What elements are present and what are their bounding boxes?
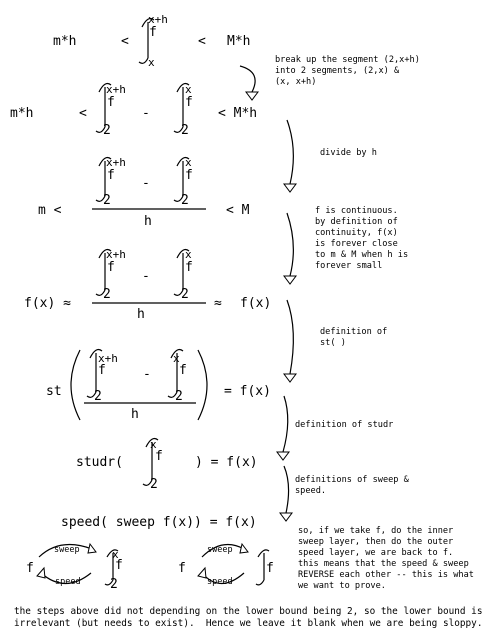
s2-left: m*h — [10, 106, 34, 121]
s7-text: speed( sweep f(x)) = f(x) — [61, 515, 257, 530]
s8-upper: x — [112, 548, 119, 561]
s5-right: = f(x) — [224, 384, 271, 399]
s6-left: studr( — [76, 455, 123, 470]
s4-lower1: 2 — [103, 287, 111, 302]
s8-sweep-label: sweep — [54, 545, 80, 555]
s2-minus: - — [142, 106, 150, 121]
speed-arrowhead-2 — [198, 568, 206, 578]
s5-minus: - — [143, 367, 151, 382]
s4-f2: f — [185, 260, 193, 275]
s4-minus: - — [142, 269, 150, 284]
s3-left: m < — [38, 203, 62, 218]
s4-upper2: x — [185, 248, 192, 261]
s8-f-left: f — [26, 561, 34, 576]
s1-lower: x — [148, 56, 155, 69]
s8-f-right: f — [266, 561, 274, 576]
s5-lower2: 2 — [175, 389, 183, 404]
note-definition-st: definition of st( ) — [320, 327, 388, 348]
footer-text: the steps above did not depending on the lower bound being 2, so the lower bound is irrelevant (but needs to exist). Hence we leave it blank when we are being sloppy. — [14, 606, 483, 629]
right-paren — [198, 350, 207, 420]
s8-sweep-label-2: sweep — [207, 545, 233, 555]
speed-arrowhead-1 — [37, 568, 45, 578]
s4-left: f(x) ≈ — [24, 296, 71, 311]
arrow-5 — [283, 396, 288, 452]
s2-upper2: x — [185, 83, 192, 96]
s1-upper: x+h — [148, 13, 168, 26]
arrowhead-2 — [284, 184, 296, 192]
s2-f1: f — [107, 95, 115, 110]
s8-f: f — [115, 558, 123, 573]
arrow-4 — [287, 300, 293, 374]
s2-lower1: 2 — [103, 123, 111, 138]
s5-den: h — [131, 407, 139, 422]
arrow-2 — [287, 120, 293, 184]
s5-f1: f — [98, 363, 106, 378]
arrowhead-4 — [284, 374, 296, 382]
s3-den: h — [144, 214, 152, 229]
s5-lower1: 2 — [94, 389, 102, 404]
arrowhead-3 — [284, 276, 296, 284]
s4-upper1: x+h — [106, 248, 126, 261]
s8-speed-label-2: speed — [207, 577, 233, 587]
s5-upper1: x+h — [98, 352, 118, 365]
arrow-3 — [287, 213, 293, 276]
arrowhead-5 — [277, 452, 289, 460]
s3-upper2: x — [185, 156, 192, 169]
s8-f-mid: f — [178, 561, 186, 576]
s3-f2: f — [185, 168, 193, 183]
s2-lt: < — [79, 106, 87, 121]
note-definition-studr: definition of studr — [295, 420, 394, 430]
s4-f1: f — [107, 260, 115, 275]
sweep-arrowhead-2 — [240, 544, 248, 553]
sweep-arrowhead-1 — [88, 544, 96, 553]
s4-lower2: 2 — [181, 287, 189, 302]
s3-right: < M — [226, 203, 250, 218]
s1-lt: < — [121, 34, 129, 49]
arrowhead-6 — [280, 513, 292, 521]
s3-lower1: 2 — [103, 193, 111, 208]
s5-upper2: x — [173, 352, 180, 365]
note-break-up-segment: break up the segment (2,x+h) into 2 segments, (2,x) & (x, x+h) — [275, 55, 420, 87]
s3-f1: f — [107, 168, 115, 183]
arrow-1 — [240, 66, 255, 92]
s4-den: h — [137, 307, 145, 322]
s8-speed-label: speed — [55, 577, 81, 587]
s4-right: f(x) — [240, 296, 272, 311]
s1-left: m*h — [53, 34, 77, 49]
s5-f2: f — [179, 363, 187, 378]
note-definitions-sweep-speed: definitions of sweep & speed. — [295, 475, 409, 496]
arrow-6 — [284, 466, 289, 513]
s1-f: f — [149, 25, 157, 40]
s6-right: ) = f(x) — [195, 455, 258, 470]
s2-lower2: 2 — [181, 123, 189, 138]
s1-right: M*h — [227, 34, 251, 49]
left-paren — [71, 350, 80, 420]
s8-lower: 2 — [110, 577, 118, 592]
s2-f2: f — [185, 95, 193, 110]
s6-f: f — [155, 449, 163, 464]
note-divide-by-h: divide by h — [320, 148, 377, 158]
s1-lt2: < — [198, 34, 206, 49]
s3-minus: - — [142, 176, 150, 191]
s2-right: < M*h — [218, 106, 258, 121]
note-conclusion: so, if we take f, do the inner sweep layer, then do the outer speed layer, we are back to f. this means that the speed & sweep REVERSE each other -- this is what we want to prove. — [298, 526, 474, 591]
s6-lower: 2 — [150, 477, 158, 492]
s2-upper1: x+h — [106, 83, 126, 96]
s3-lower2: 2 — [181, 193, 189, 208]
s6-upper: x — [150, 438, 157, 451]
s4-approx: ≈ — [214, 296, 222, 311]
arrowhead-1 — [246, 92, 258, 100]
note-continuity: f is continuous. by definition of continuity, f(x) is forever close to m & M when h is forever small — [315, 206, 409, 271]
s3-upper1: x+h — [106, 156, 126, 169]
s5-left: st — [46, 384, 62, 399]
